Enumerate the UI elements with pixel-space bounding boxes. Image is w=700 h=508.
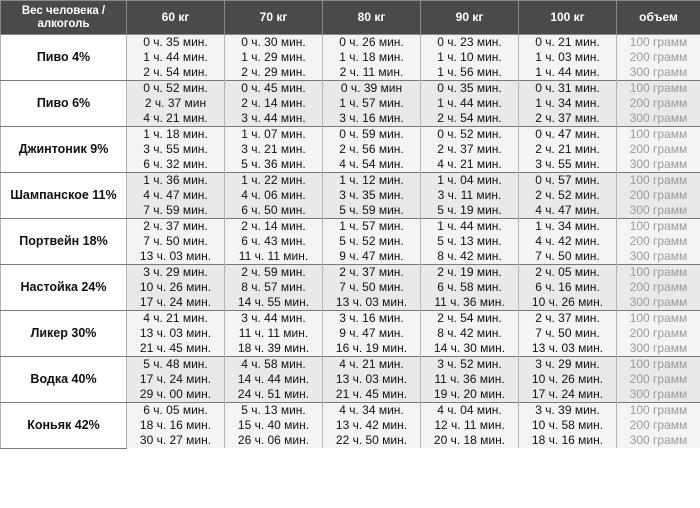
volume-cell: 300 грамм — [617, 111, 700, 127]
time-cell: 0 ч. 26 мин. — [323, 35, 421, 51]
time-cell: 13 ч. 42 мин. — [323, 418, 421, 433]
time-cell: 2 ч. 54 мин. — [421, 111, 519, 127]
time-cell: 0 ч. 31 мин. — [519, 81, 617, 97]
time-cell: 17 ч. 24 мин. — [127, 372, 225, 387]
volume-cell: 300 грамм — [617, 65, 700, 81]
volume-cell: 200 грамм — [617, 96, 700, 111]
time-cell: 13 ч. 03 мин. — [323, 372, 421, 387]
time-cell: 24 ч. 51 мин. — [225, 387, 323, 403]
time-cell: 3 ч. 35 мин. — [323, 188, 421, 203]
time-cell: 1 ч. 07 мин. — [225, 127, 323, 143]
drink-label: Портвейн 18% — [1, 219, 127, 265]
time-cell: 1 ч. 36 мин. — [127, 173, 225, 189]
time-cell: 7 ч. 50 мин. — [323, 280, 421, 295]
header-weight-100: 100 кг — [519, 1, 617, 35]
time-cell: 30 ч. 27 мин. — [127, 433, 225, 448]
time-cell: 0 ч. 57 мин. — [519, 173, 617, 189]
volume-cell: 300 грамм — [617, 249, 700, 265]
volume-cell: 200 грамм — [617, 280, 700, 295]
time-cell: 6 ч. 05 мин. — [127, 403, 225, 419]
time-cell: 21 ч. 45 мин. — [127, 341, 225, 357]
time-cell: 3 ч. 39 мин. — [519, 403, 617, 419]
time-cell: 1 ч. 12 мин. — [323, 173, 421, 189]
time-cell: 4 ч. 21 мин. — [421, 157, 519, 173]
time-cell: 10 ч. 26 мин. — [519, 295, 617, 311]
time-cell: 1 ч. 18 мин. — [323, 50, 421, 65]
time-cell: 1 ч. 44 мин. — [519, 65, 617, 81]
time-cell: 2 ч. 37 мин. — [127, 219, 225, 235]
time-cell: 13 ч. 03 мин. — [519, 341, 617, 357]
time-cell: 13 ч. 03 мин. — [127, 249, 225, 265]
volume-cell: 300 грамм — [617, 433, 700, 448]
volume-cell: 200 грамм — [617, 418, 700, 433]
volume-cell: 300 грамм — [617, 203, 700, 219]
volume-cell: 200 грамм — [617, 372, 700, 387]
header-weight-70: 70 кг — [225, 1, 323, 35]
time-cell: 5 ч. 48 мин. — [127, 357, 225, 373]
time-cell: 8 ч. 42 мин. — [421, 249, 519, 265]
time-cell: 2 ч. 54 мин. — [127, 65, 225, 81]
time-cell: 3 ч. 11 мин. — [421, 188, 519, 203]
time-cell: 0 ч. 39 мин — [323, 81, 421, 97]
time-cell: 3 ч. 29 мин. — [519, 357, 617, 373]
time-cell: 4 ч. 21 мин. — [323, 357, 421, 373]
time-cell: 26 ч. 06 мин. — [225, 433, 323, 448]
time-cell: 2 ч. 14 мин. — [225, 96, 323, 111]
table-row — [1, 35, 700, 51]
time-cell: 14 ч. 44 мин. — [225, 372, 323, 387]
volume-cell: 300 грамм — [617, 157, 700, 173]
drink-group — [1, 81, 700, 127]
time-cell: 4 ч. 58 мин. — [225, 357, 323, 373]
time-cell: 9 ч. 47 мин. — [323, 249, 421, 265]
time-cell: 5 ч. 13 мин. — [225, 403, 323, 419]
time-cell: 11 ч. 11 мин. — [225, 326, 323, 341]
drink-group — [1, 357, 700, 403]
time-cell: 3 ч. 55 мин. — [519, 157, 617, 173]
table-row — [1, 173, 700, 189]
drink-label: Настойка 24% — [1, 265, 127, 311]
time-cell: 1 ч. 56 мин. — [421, 65, 519, 81]
time-cell: 2 ч. 37 мин — [127, 96, 225, 111]
time-cell: 15 ч. 40 мин. — [225, 418, 323, 433]
time-cell: 10 ч. 58 мин. — [519, 418, 617, 433]
time-cell: 6 ч. 58 мин. — [421, 280, 519, 295]
volume-cell: 100 грамм — [617, 357, 700, 373]
time-cell: 1 ч. 34 мин. — [519, 96, 617, 111]
time-cell: 3 ч. 29 мин. — [127, 265, 225, 281]
time-cell: 3 ч. 52 мин. — [421, 357, 519, 373]
time-cell: 19 ч. 20 мин. — [421, 387, 519, 403]
volume-cell: 300 грамм — [617, 387, 700, 403]
time-cell: 5 ч. 36 мин. — [225, 157, 323, 173]
time-cell: 1 ч. 57 мин. — [323, 96, 421, 111]
time-cell: 1 ч. 10 мин. — [421, 50, 519, 65]
time-cell: 8 ч. 57 мин. — [225, 280, 323, 295]
time-cell: 6 ч. 43 мин. — [225, 234, 323, 249]
table-row — [1, 311, 700, 327]
time-cell: 4 ч. 04 мин. — [421, 403, 519, 419]
time-cell: 14 ч. 55 мин. — [225, 295, 323, 311]
time-cell: 2 ч. 21 мин. — [519, 142, 617, 157]
time-cell: 0 ч. 47 мин. — [519, 127, 617, 143]
time-cell: 4 ч. 21 мин. — [127, 311, 225, 327]
time-cell: 2 ч. 19 мин. — [421, 265, 519, 281]
time-cell: 0 ч. 52 мин. — [127, 81, 225, 97]
header-volume: объем — [617, 1, 700, 35]
table-row — [1, 81, 700, 97]
time-cell: 29 ч. 00 мин. — [127, 387, 225, 403]
time-cell: 2 ч. 05 мин. — [519, 265, 617, 281]
time-cell: 4 ч. 34 мин. — [323, 403, 421, 419]
time-cell: 7 ч. 50 мин. — [519, 326, 617, 341]
time-cell: 3 ч. 44 мин. — [225, 311, 323, 327]
time-cell: 2 ч. 11 мин. — [323, 65, 421, 81]
time-cell: 5 ч. 13 мин. — [421, 234, 519, 249]
time-cell: 0 ч. 21 мин. — [519, 35, 617, 51]
volume-cell: 100 грамм — [617, 219, 700, 235]
time-cell: 13 ч. 03 мин. — [323, 295, 421, 311]
time-cell: 3 ч. 55 мин. — [127, 142, 225, 157]
time-cell: 16 ч. 19 мин. — [323, 341, 421, 357]
time-cell: 2 ч. 56 мин. — [323, 142, 421, 157]
time-cell: 2 ч. 59 мин. — [225, 265, 323, 281]
drink-group — [1, 127, 700, 173]
time-cell: 1 ч. 57 мин. — [323, 219, 421, 235]
time-cell: 4 ч. 21 мин. — [127, 111, 225, 127]
drink-label: Коньяк 42% — [1, 403, 127, 449]
time-cell: 5 ч. 19 мин. — [421, 203, 519, 219]
volume-cell: 100 грамм — [617, 35, 700, 51]
time-cell: 7 ч. 50 мин. — [519, 249, 617, 265]
header-weight-90: 90 кг — [421, 1, 519, 35]
drink-label: Шампанское 11% — [1, 173, 127, 219]
table-row — [1, 127, 700, 143]
time-cell: 1 ч. 44 мин. — [127, 50, 225, 65]
time-cell: 4 ч. 47 мин. — [127, 188, 225, 203]
drink-label: Пиво 6% — [1, 81, 127, 127]
time-cell: 7 ч. 50 мин. — [127, 234, 225, 249]
time-cell: 2 ч. 29 мин. — [225, 65, 323, 81]
time-cell: 2 ч. 54 мин. — [421, 311, 519, 327]
volume-cell: 300 грамм — [617, 341, 700, 357]
time-cell: 0 ч. 52 мин. — [421, 127, 519, 143]
volume-cell: 100 грамм — [617, 173, 700, 189]
header-weight-drink: Вес человека / алкоголь — [1, 1, 127, 35]
drink-group — [1, 311, 700, 357]
time-cell: 18 ч. 16 мин. — [519, 433, 617, 448]
time-cell: 0 ч. 45 мин. — [225, 81, 323, 97]
time-cell: 7 ч. 59 мин. — [127, 203, 225, 219]
volume-cell: 100 грамм — [617, 403, 700, 419]
time-cell: 0 ч. 30 мин. — [225, 35, 323, 51]
volume-cell: 300 грамм — [617, 295, 700, 311]
table-row — [1, 219, 700, 235]
time-cell: 2 ч. 37 мин. — [519, 311, 617, 327]
volume-cell: 100 грамм — [617, 81, 700, 97]
time-cell: 0 ч. 35 мин. — [421, 81, 519, 97]
table-row — [1, 403, 700, 419]
time-cell: 1 ч. 44 мин. — [421, 219, 519, 235]
time-cell: 1 ч. 18 мин. — [127, 127, 225, 143]
time-cell: 6 ч. 50 мин. — [225, 203, 323, 219]
time-cell: 0 ч. 59 мин. — [323, 127, 421, 143]
time-cell: 5 ч. 52 мин. — [323, 234, 421, 249]
time-cell: 4 ч. 42 мин. — [519, 234, 617, 249]
drink-label: Водка 40% — [1, 357, 127, 403]
time-cell: 1 ч. 04 мин. — [421, 173, 519, 189]
time-cell: 12 ч. 11 мин. — [421, 418, 519, 433]
drink-label: Джинтоник 9% — [1, 127, 127, 173]
time-cell: 20 ч. 18 мин. — [421, 433, 519, 448]
time-cell: 0 ч. 23 мин. — [421, 35, 519, 51]
time-cell: 1 ч. 03 мин. — [519, 50, 617, 65]
time-cell: 1 ч. 29 мин. — [225, 50, 323, 65]
table-row — [1, 357, 700, 373]
time-cell: 6 ч. 16 мин. — [519, 280, 617, 295]
time-cell: 3 ч. 44 мин. — [225, 111, 323, 127]
time-cell: 11 ч. 11 мин. — [225, 249, 323, 265]
drink-group — [1, 35, 700, 81]
time-cell: 22 ч. 50 мин. — [323, 433, 421, 448]
time-cell: 11 ч. 36 мин. — [421, 295, 519, 311]
time-cell: 2 ч. 37 мин. — [421, 142, 519, 157]
volume-cell: 200 грамм — [617, 326, 700, 341]
header-weight-80: 80 кг — [323, 1, 421, 35]
time-cell: 8 ч. 42 мин. — [421, 326, 519, 341]
time-cell: 11 ч. 36 мин. — [421, 372, 519, 387]
time-cell: 17 ч. 24 мин. — [127, 295, 225, 311]
time-cell: 1 ч. 34 мин. — [519, 219, 617, 235]
volume-cell: 200 грамм — [617, 50, 700, 65]
drink-label: Ликер 30% — [1, 311, 127, 357]
time-cell: 3 ч. 16 мин. — [323, 311, 421, 327]
header-weight-60: 60 кг — [127, 1, 225, 35]
drink-label: Пиво 4% — [1, 35, 127, 81]
volume-cell: 100 грамм — [617, 127, 700, 143]
time-cell: 1 ч. 44 мин. — [421, 96, 519, 111]
time-cell: 18 ч. 16 мин. — [127, 418, 225, 433]
time-cell: 2 ч. 14 мин. — [225, 219, 323, 235]
time-cell: 10 ч. 26 мин. — [127, 280, 225, 295]
time-cell: 6 ч. 32 мин. — [127, 157, 225, 173]
drink-group — [1, 219, 700, 265]
time-cell: 2 ч. 37 мин. — [519, 111, 617, 127]
time-cell: 18 ч. 39 мин. — [225, 341, 323, 357]
time-cell: 10 ч. 26 мин. — [519, 372, 617, 387]
drink-group — [1, 403, 700, 449]
time-cell: 4 ч. 54 мин. — [323, 157, 421, 173]
time-cell: 3 ч. 16 мин. — [323, 111, 421, 127]
time-cell: 4 ч. 47 мин. — [519, 203, 617, 219]
time-cell: 3 ч. 21 мин. — [225, 142, 323, 157]
time-cell: 0 ч. 35 мин. — [127, 35, 225, 51]
time-cell: 2 ч. 37 мин. — [323, 265, 421, 281]
time-cell: 21 ч. 45 мин. — [323, 387, 421, 403]
time-cell: 17 ч. 24 мин. — [519, 387, 617, 403]
time-cell: 1 ч. 22 мин. — [225, 173, 323, 189]
volume-cell: 200 грамм — [617, 142, 700, 157]
time-cell: 9 ч. 47 мин. — [323, 326, 421, 341]
table-row — [1, 265, 700, 281]
drink-group — [1, 173, 700, 219]
header-row — [1, 1, 700, 35]
volume-cell: 100 грамм — [617, 311, 700, 327]
volume-cell: 200 грамм — [617, 188, 700, 203]
volume-cell: 200 грамм — [617, 234, 700, 249]
drink-group — [1, 265, 700, 311]
time-cell: 4 ч. 06 мин. — [225, 188, 323, 203]
volume-cell: 100 грамм — [617, 265, 700, 281]
time-cell: 5 ч. 59 мин. — [323, 203, 421, 219]
time-cell: 13 ч. 03 мин. — [127, 326, 225, 341]
time-cell: 14 ч. 30 мин. — [421, 341, 519, 357]
time-cell: 2 ч. 52 мин. — [519, 188, 617, 203]
